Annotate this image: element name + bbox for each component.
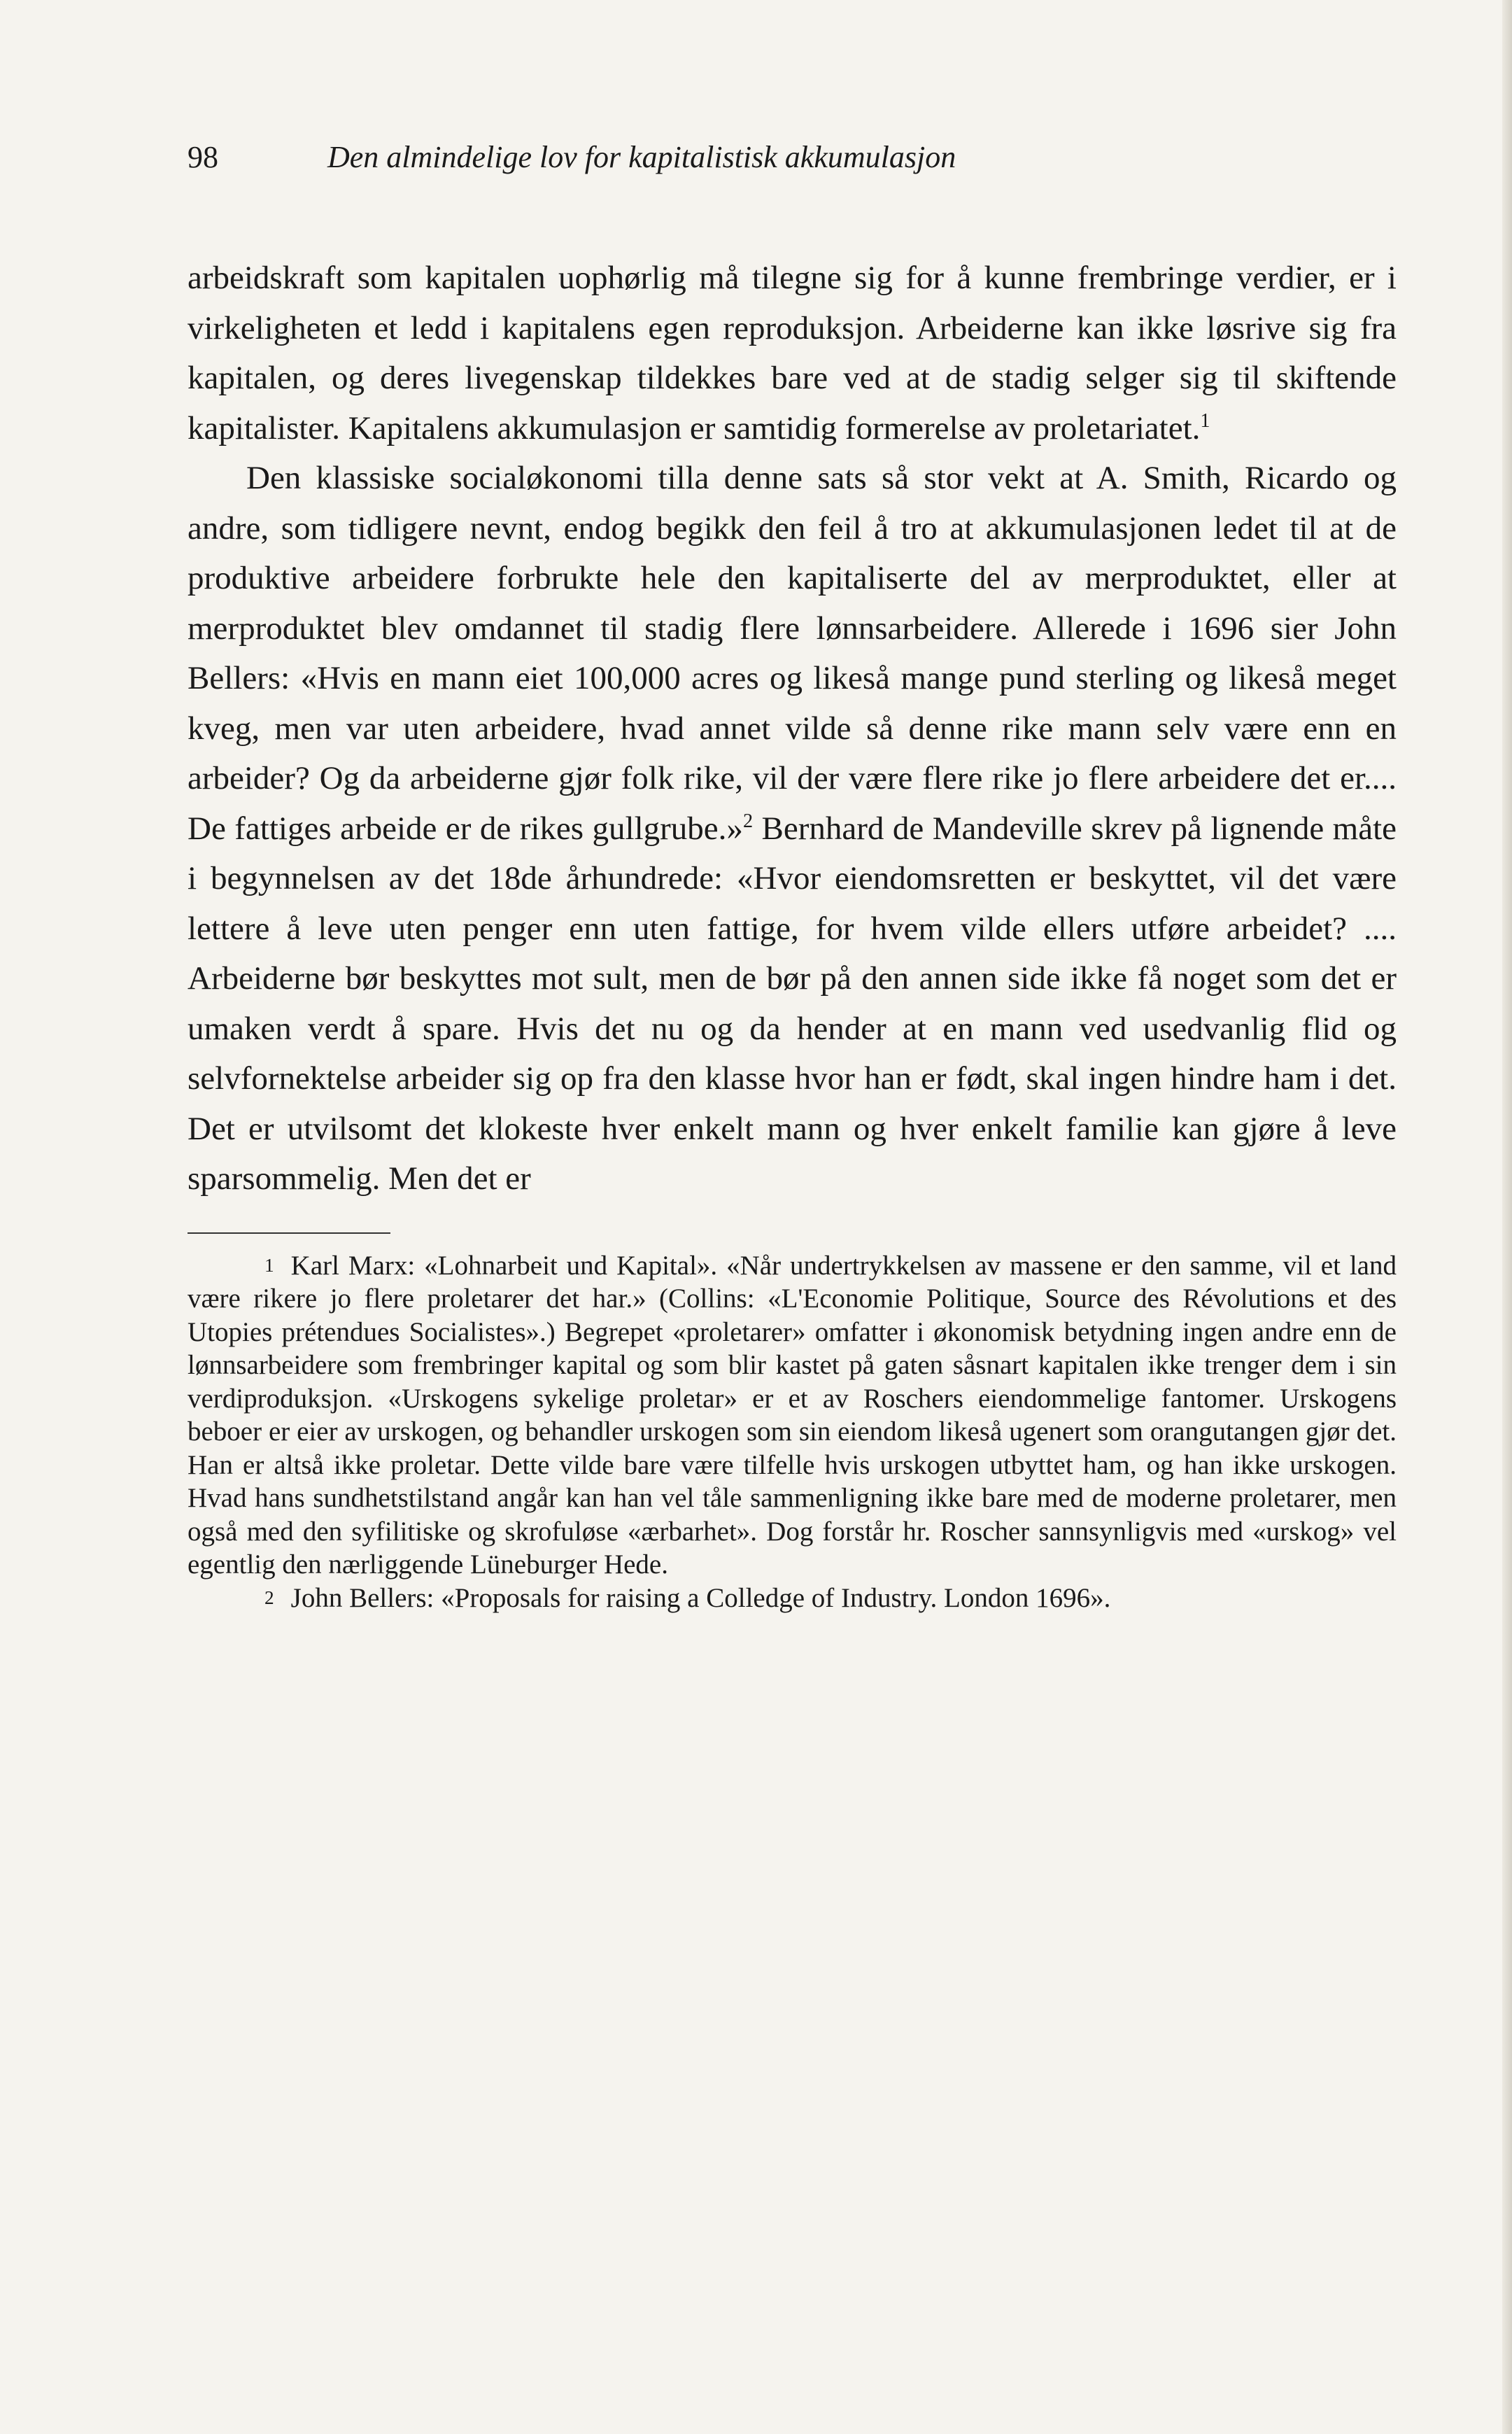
- book-page: [188, 133, 1397, 1615]
- footnote-ref-2: 2: [742, 810, 754, 832]
- footnote-ref-1: 1: [1200, 409, 1210, 432]
- footnote-2-text: John Bellers: «Proposals for raising a Colledge of Industry. London 1696».: [290, 1582, 1111, 1613]
- page-number: 98: [188, 140, 218, 174]
- running-title: Den almindelige lov for kapitalistisk akkumulasjon: [327, 140, 956, 174]
- footnotes: [188, 1249, 1397, 1615]
- footnote-divider: [188, 1232, 390, 1234]
- main-text: [188, 253, 1397, 1204]
- paragraph-2: [188, 453, 1397, 1204]
- footnote-1: [188, 1249, 1397, 1582]
- paragraph-2-text-a: Den klassiske socialøkonomi tilla denne sats så stor vekt at A. Smith, Ricardo og andre, som tidligere nevnt, endog begikk den feil å tro at akkumulasjonen ledet til at de produktive arbeidere forbrukte hele den kapitaliserte del av merproduktet, eller at merproduktet blev omdannet til stadig flere lønnsarbeidere. Allerede i 1696 sier John Bellers: «Hvis en mann eiet 100,000 acres og likeså mange pund sterling og likeså meget kveg, men var uten arbeidere, hvad annet vilde så denne rike mann selv være enn en arbeider? Og da arbeiderne gjør folk rike, vil der være flere rike jo flere arbeidere det er.... De fattiges arbeide er de rikes gullgrube.»: [188, 460, 1397, 847]
- running-header: [188, 133, 1397, 182]
- footnote-1-text: Karl Marx: «Lohnarbeit und Kapital». «Når undertrykkelsen av massene er den samme, vil et land være rikere jo flere proletarer det har.» (Collins: «L'Economie Politique, Source des Révolutions et des Utopies prétendues Socialistes».) Begrepet «proletarer» omfatter i økonomisk betydning ingen andre enn de lønnsarbeidere som frembringer kapital og som blir kastet på gaten såsnart kapitalen ikke trenger dem i sin verdiproduksjon. «Urskogens sykelige proletar» er et av Roschers eiendommelige fantomer. Urskogens beboer er eier av urskogen, og behandler urskogen som sin eiendom likeså ugenert som orangutangen gjør det. Han er altså ikke proletar. Dette vilde bare være tilfelle hvis urskogen utbyttet ham, og han ikke urskogen. Hvad hans sundhetstilstand angår kan han vel tåle sammenligning ikke bare med de moderne proletarer, men også med den syfilitiske og skrofuløse «ærbarhet». Dog forstår hr. Roscher sannsynligvis med «urskog» vel egentlig den nærliggende Lüneburger Hede.: [188, 1250, 1397, 1580]
- paragraph-2-text-b: Bernhard de Mandeville skrev på lignende måte i begynnelsen av det 18de århundrede: «Hvor eiendomsretten er beskyttet, vil det være lettere å leve uten penger enn uten fattige, for hvem vilde ellers utføre arbeidet? .... Arbeiderne bør beskyttes mot sult, men de bør på den annen side ikke få noget som det er umaken verdt å spare. Hvis det nu og da hender at en mann ved usedvanlig flid og selvfornektelse arbeider sig op fra den klasse hvor han er født, skal ingen hindre ham i det. Det er utvilsomt det klokeste hver enkelt mann og hver enkelt familie kan gjøre å leve sparsommelig. Men det er: [188, 810, 1397, 1197]
- paragraph-1: [188, 253, 1397, 453]
- footnote-1-mark: 1: [264, 1254, 274, 1276]
- footnote-2: [188, 1582, 1397, 1615]
- paragraph-1-text: arbeidskraft som kapitalen uophørlig må tilegne sig for å kunne frembringe verdier, er i virkeligheten et ledd i kapitalens egen reproduksjon. Arbeiderne kan ikke løsrive sig fra kapitalen, og deres livegenskap tildekkes bare ved at de stadig selger sig til skiftende kapitalister. Kapitalens akkumulasjon er samtidig formerelse av proletariatet.: [188, 260, 1397, 446]
- footnote-2-mark: 2: [264, 1587, 274, 1608]
- page-edge: [1502, 0, 1512, 2434]
